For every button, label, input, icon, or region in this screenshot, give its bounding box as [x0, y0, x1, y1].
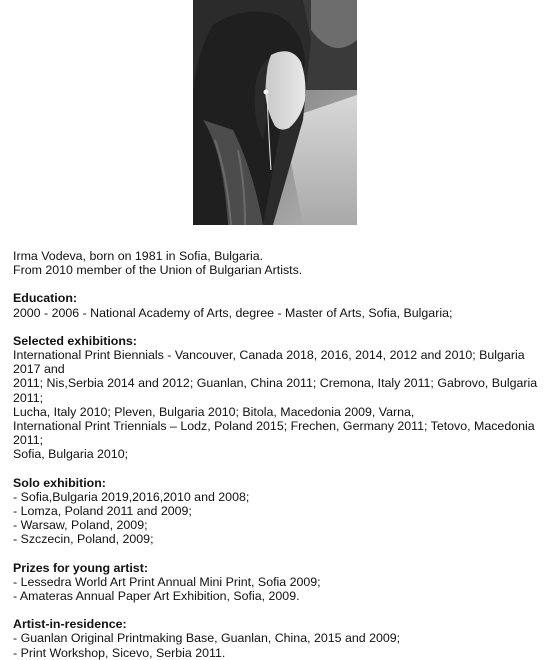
solo-exhibition-line: - Sofia,Bulgaria 2019,2016,2010 and 2008; — [13, 489, 250, 504]
solo-exhibition-line: - Warsaw, Poland, 2009; — [13, 518, 148, 533]
exhibitions-line: Lucha, Italy 2010; Pleven, Bulgaria 2010; Bitola, Macedonia 2009, Varna, — [13, 404, 415, 419]
exhibitions-line: International Print Triennials – Lodz, Poland 2015; Frechen, Germany 2011; Tetovo, Macedonia 2011; — [13, 419, 535, 448]
education-section — [13, 291, 543, 319]
solo-exhibition-line: - Lomza, Poland 2011 and 2009; — [13, 504, 192, 519]
residence-heading: Artist-in-residence: — [13, 617, 127, 632]
intro-block — [13, 249, 543, 277]
education-line: 2000 - 2006 - National Academy of Arts, degree - Master of Arts, Sofia, Bulgaria; — [13, 305, 453, 320]
solo-exhibition-line: - Szczecin, Poland, 2009; — [13, 532, 154, 547]
residence-line: - Guanlan Original Printmaking Base, Guanlan, China, 2015 and 2009; — [13, 631, 401, 646]
residence-line: - Print Workshop, Sicevo, Serbia 2011. — [13, 645, 226, 660]
prize-line: - Amateras Annual Paper Art Exhibition, Sofia, 2009. — [13, 589, 300, 604]
prizes-section — [13, 561, 543, 604]
artist-portrait-photo — [193, 0, 357, 225]
selected-exhibitions-section — [13, 334, 543, 462]
education-heading: Education: — [13, 291, 78, 306]
solo-exhibition-heading: Solo exhibition: — [13, 475, 106, 490]
exhibitions-line: Sofia, Bulgaria 2010; — [13, 447, 129, 462]
intro-line: Irma Vodeva, born on 1981 in Sofia, Bulgaria. — [13, 249, 264, 263]
residence-section — [13, 617, 543, 660]
intro-line: From 2010 member of the Union of Bulgarian Artists. — [13, 263, 303, 278]
artist-bio — [13, 249, 543, 660]
solo-exhibition-section — [13, 476, 543, 547]
prizes-heading: Prizes for young artist: — [13, 560, 148, 575]
selected-exhibitions-heading: Selected exhibitions: — [13, 333, 137, 348]
prize-line: - Lessedra World Art Print Annual Mini Print, Sofia 2009; — [13, 574, 321, 589]
exhibitions-line: 2011; Nis,Serbia 2014 and 2012; Guanlan, China 2011; Cremona, Italy 2011; Gabrovo, Bulgaria 2011; — [13, 376, 538, 405]
exhibitions-line: International Print Biennials - Vancouver, Canada 2018, 2016, 2014, 2012 and 2010; Bulgaria 2017 and — [13, 348, 525, 377]
